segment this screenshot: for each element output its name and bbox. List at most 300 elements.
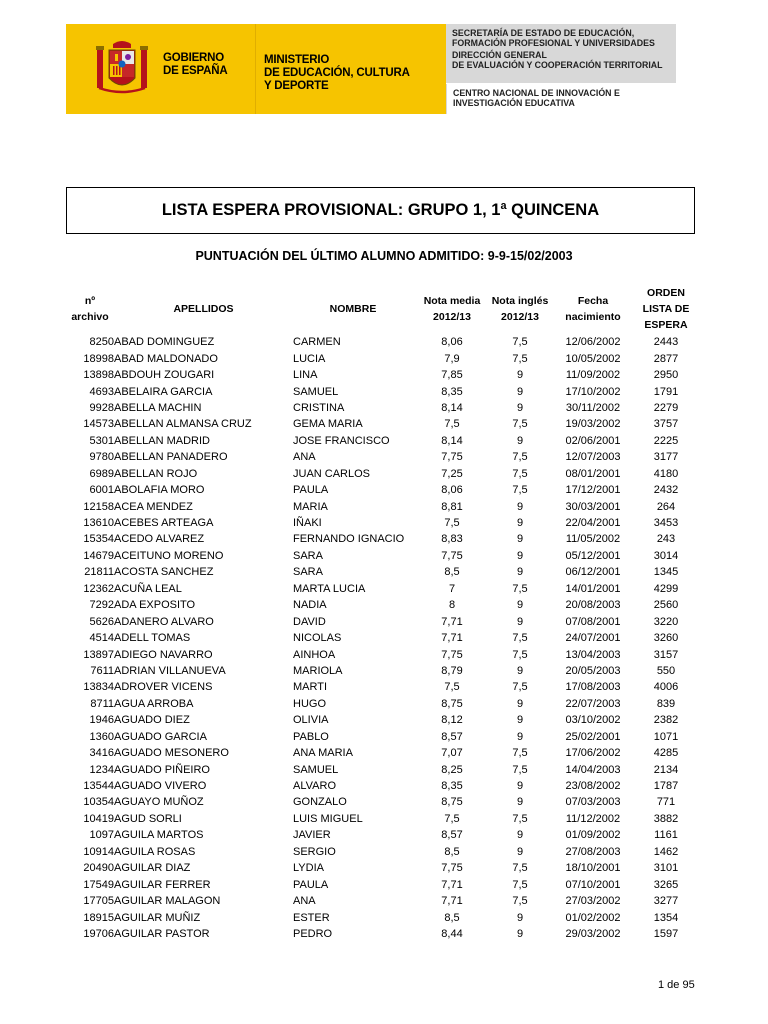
cell-nombre: CARMEN (293, 336, 341, 349)
cell-orden: 4006 (653, 681, 679, 694)
cell-nombre: PAULA (293, 484, 329, 497)
cell-nota-media: 8,25 (441, 763, 463, 776)
cell-nota-media: 8,79 (441, 664, 463, 677)
table-row (66, 876, 695, 892)
coat-of-arms-icon (93, 38, 151, 98)
table-row (66, 515, 695, 531)
cell-orden: 1071 (653, 730, 679, 743)
cell-archivo: 5301 (89, 434, 114, 447)
cell-nota-ingles: 7,5 (512, 582, 528, 595)
table-row (66, 367, 695, 383)
cell-apellidos: AGUILA ROSAS (114, 845, 196, 858)
cell-nota-ingles: 9 (516, 385, 524, 398)
cell-nota-ingles: 9 (516, 401, 524, 414)
cell-nota-media: 8,5 (444, 566, 460, 579)
cell-apellidos: AGUD SORLI (114, 812, 182, 825)
cell-apellidos: AGUADO VIVERO (114, 780, 207, 793)
cell-nota-media: 7,75 (441, 451, 463, 464)
cell-fecha: 30/11/2002 (565, 401, 621, 414)
cell-fecha: 01/09/2002 (565, 829, 621, 842)
cell-nombre: ANA MARIA (293, 747, 353, 760)
col-orden: ORDEN LISTA DE ESPERA (642, 287, 690, 331)
cell-apellidos: ADROVER VICENS (114, 681, 213, 694)
cell-nota-ingles: 7,5 (512, 878, 528, 891)
cell-fecha: 02/06/2001 (565, 434, 621, 447)
cell-archivo: 6989 (89, 467, 114, 480)
cell-nombre: OLIVIA (293, 714, 329, 727)
cell-apellidos: AGUAYO MUÑOZ (114, 796, 204, 809)
cell-orden: 2950 (653, 369, 679, 382)
cell-fecha: 24/07/2001 (565, 632, 621, 645)
cell-nombre: FERNANDO IGNACIO (293, 533, 405, 546)
cell-archivo: 1234 (89, 763, 114, 776)
cell-nombre: CRISTINA (293, 401, 345, 414)
cell-nota-media: 8,35 (441, 780, 463, 793)
cell-orden: 3757 (653, 418, 679, 431)
cell-apellidos: AGUILAR PASTOR (114, 927, 210, 940)
secretaria-label: SECRETARÍA DE ESTADO DE EDUCACIÓN, FORMACIÓN PROFESIONAL Y UNIVERSIDADES DIRECCIÓN GENERAL DE EVALUACIÓN Y COOPERACIÓN TERRITORIAL (446, 24, 676, 83)
cell-nota-media: 7,5 (444, 517, 460, 530)
cell-orden: 4285 (653, 747, 679, 760)
cell-fecha: 03/10/2002 (565, 714, 621, 727)
cell-orden: 1597 (653, 927, 679, 940)
page-title-text: LISTA ESPERA PROVISIONAL: GRUPO 1, 1ª QUINCENA (161, 201, 600, 219)
table-row (66, 860, 695, 876)
cell-orden: 3220 (653, 615, 679, 628)
cell-nota-ingles: 9 (516, 566, 524, 579)
cell-nombre: DAVID (293, 615, 326, 628)
cell-nota-media: 7,71 (441, 632, 463, 645)
cell-orden: 771 (656, 796, 676, 809)
cell-nota-ingles: 7,5 (512, 812, 528, 825)
table-row (66, 613, 695, 629)
cell-fecha: 25/02/2001 (565, 730, 621, 743)
cell-fecha: 07/10/2001 (565, 878, 621, 891)
cell-fecha: 06/12/2001 (565, 566, 621, 579)
cell-archivo: 13897 (83, 648, 114, 661)
cell-nota-media: 8,5 (444, 911, 460, 924)
cell-fecha: 22/07/2003 (565, 697, 621, 710)
table-row (66, 663, 695, 679)
cell-nombre: LUIS MIGUEL (293, 812, 363, 825)
cell-apellidos: ABELLAN MADRID (114, 434, 210, 447)
cell-nota-media: 7,5 (444, 812, 460, 825)
cell-fecha: 27/03/2002 (565, 895, 621, 908)
cell-apellidos: ACUÑA LEAL (114, 582, 182, 595)
cell-nota-ingles: 9 (516, 369, 524, 382)
cell-fecha: 14/01/2001 (565, 582, 621, 595)
cell-nota-media: 8,06 (441, 484, 463, 497)
cell-nombre: LUCIA (293, 352, 326, 365)
cell-nota-ingles: 7,5 (512, 484, 528, 497)
cell-fecha: 05/12/2001 (565, 549, 621, 562)
cell-apellidos: ADA EXPOSITO (114, 599, 196, 612)
cell-nota-ingles: 9 (516, 533, 524, 546)
cell-nombre: PAULA (293, 878, 329, 891)
cell-nota-ingles: 7,5 (512, 747, 528, 760)
cell-nota-media: 7,5 (444, 418, 460, 431)
cell-nota-media: 8,35 (441, 385, 463, 398)
table-row (66, 761, 695, 777)
cell-apellidos: AGUILAR MUÑIZ (114, 911, 201, 924)
page-title (66, 187, 695, 234)
table-row (66, 548, 695, 564)
cell-fecha: 17/06/2002 (565, 747, 621, 760)
table-row (66, 498, 695, 514)
cell-nombre: JUAN CARLOS (293, 467, 371, 480)
cell-nombre: GEMA MARIA (293, 418, 363, 431)
cell-fecha: 30/03/2001 (565, 500, 621, 513)
cell-apellidos: ABELLAN ALMANSA CRUZ (114, 418, 252, 431)
cell-archivo: 21811 (84, 566, 114, 579)
cell-orden: 3277 (653, 895, 679, 908)
cell-archivo: 14679 (83, 549, 114, 562)
cell-nota-ingles: 9 (516, 714, 524, 727)
cell-fecha: 07/08/2001 (565, 615, 621, 628)
table-row (66, 581, 695, 597)
cell-orden: 1161 (654, 829, 678, 842)
cell-orden: 3014 (653, 549, 679, 562)
cell-nota-ingles: 9 (516, 664, 524, 677)
cell-archivo: 1946 (89, 714, 114, 727)
cell-orden: 2382 (653, 714, 679, 727)
cell-nombre: JOSE FRANCISCO (293, 434, 390, 447)
cell-nota-ingles: 9 (516, 829, 524, 842)
cell-orden: 1354 (653, 911, 679, 924)
table-row (66, 646, 695, 662)
cell-nombre: GONZALO (293, 796, 347, 809)
waiting-list-table (66, 284, 695, 942)
table-row (66, 729, 695, 745)
cell-nota-ingles: 9 (516, 500, 524, 513)
cell-nota-ingles: 9 (516, 549, 524, 562)
cell-orden: 839 (656, 697, 676, 710)
cell-fecha: 11/05/2002 (565, 533, 621, 546)
cell-orden: 4299 (653, 582, 679, 595)
cell-apellidos: AGUILAR FERRER (114, 878, 211, 891)
cell-apellidos: AGUADO GARCIA (114, 730, 207, 743)
cell-nota-ingles: 9 (516, 796, 524, 809)
cell-apellidos: AGUADO MESONERO (114, 747, 229, 760)
table-row (66, 712, 695, 728)
table-row (66, 416, 695, 432)
table-row (66, 811, 695, 827)
cell-nota-ingles: 7,5 (512, 352, 528, 365)
cell-apellidos: ACEDO ALVAREZ (114, 533, 205, 546)
cell-nota-media: 7,75 (441, 862, 463, 875)
table-body (66, 334, 695, 942)
cell-nombre: AINHOA (293, 648, 336, 661)
cell-orden: 1462 (653, 845, 679, 858)
cell-apellidos: AGUADO PIÑEIRO (114, 763, 210, 776)
cell-nota-ingles: 7,5 (512, 336, 528, 349)
cell-archivo: 7292 (89, 599, 114, 612)
table-row (66, 564, 695, 580)
cell-nota-ingles: 9 (516, 434, 524, 447)
cell-archivo: 4693 (89, 385, 114, 398)
cell-nombre: SAMUEL (293, 385, 339, 398)
cell-nota-media: 7,71 (441, 895, 463, 908)
cell-archivo: 19706 (83, 927, 114, 940)
header-divider (255, 24, 256, 114)
cell-archivo: 13610 (83, 517, 114, 530)
cell-nota-ingles: 7,5 (512, 632, 528, 645)
page-number: 1 de 95 (658, 979, 695, 991)
cell-nombre: ANA (293, 451, 316, 464)
cell-apellidos: ACOSTA SANCHEZ (114, 566, 214, 579)
cell-nombre: PEDRO (293, 927, 333, 940)
cell-orden: 3453 (653, 517, 679, 530)
cell-apellidos: ACEBES ARTEAGA (114, 517, 214, 530)
cell-nota-ingles: 9 (516, 780, 524, 793)
cell-nota-media: 8,75 (441, 796, 463, 809)
cell-nota-media: 8,81 (441, 500, 463, 513)
cell-orden: 2225 (653, 434, 679, 447)
cell-fecha: 23/08/2002 (565, 780, 621, 793)
cell-orden: 1787 (653, 780, 679, 793)
cell-nombre: MARTI (293, 681, 328, 694)
cell-nota-media: 7 (448, 582, 456, 595)
col-fecha: Fecha nacimiento (565, 295, 621, 323)
cell-archivo: 10354 (83, 796, 114, 809)
cell-nota-ingles: 7,5 (512, 862, 528, 875)
cell-nombre: SERGIO (293, 845, 336, 858)
cell-orden: 264 (656, 500, 676, 513)
cell-fecha: 12/06/2002 (565, 336, 621, 349)
cell-nota-ingles: 7,5 (512, 451, 528, 464)
cell-fecha: 22/04/2001 (565, 517, 621, 530)
cell-orden: 2432 (653, 484, 679, 497)
cell-nombre: HUGO (293, 697, 326, 710)
cell-apellidos: AGUILAR MALAGON (114, 895, 221, 908)
cell-archivo: 5626 (89, 615, 114, 628)
cell-archivo: 14573 (83, 418, 114, 431)
cell-nota-media: 8,57 (441, 730, 463, 743)
cell-archivo: 8250 (89, 336, 114, 349)
cell-fecha: 29/03/2002 (565, 927, 621, 940)
cell-nombre: LYDIA (293, 862, 324, 875)
cell-nota-media: 8,5 (444, 845, 460, 858)
table-row (66, 466, 695, 482)
cell-apellidos: AGUILAR DIAZ (114, 862, 191, 875)
cell-nota-ingles: 7,5 (512, 418, 528, 431)
cell-orden: 1345 (653, 566, 679, 579)
cell-nota-media: 7,71 (441, 878, 463, 891)
cell-apellidos: ABDOUH ZOUGARI (114, 369, 215, 382)
table-row (66, 745, 695, 761)
cell-nota-ingles: 7,5 (512, 648, 528, 661)
col-apellidos: APELLIDOS (173, 303, 234, 315)
cell-orden: 243 (656, 533, 676, 546)
cell-fecha: 17/08/2003 (565, 681, 621, 694)
table-row (66, 482, 695, 498)
cell-nota-ingles: 7,5 (512, 467, 528, 480)
cell-archivo: 1097 (89, 829, 114, 842)
cell-nota-media: 8,75 (441, 697, 463, 710)
cell-nombre: ANA (293, 895, 316, 908)
cell-nota-ingles: 9 (516, 615, 524, 628)
cell-archivo: 13544 (83, 780, 114, 793)
cell-orden: 3157 (653, 648, 679, 661)
cell-archivo: 9780 (89, 451, 114, 464)
centro-label: CENTRO NACIONAL DE INNOVACIÓN E INVESTIGACIÓN EDUCATIVA (446, 84, 676, 114)
cell-orden: 3177 (653, 451, 679, 464)
col-nombre: NOMBRE (329, 303, 377, 315)
cell-archivo: 1360 (89, 730, 114, 743)
table-row (66, 597, 695, 613)
cell-fecha: 11/12/2002 (565, 812, 621, 825)
cell-orden: 2443 (653, 336, 679, 349)
cell-archivo: 10419 (83, 812, 114, 825)
cell-apellidos: AGUADO DIEZ (114, 714, 190, 727)
last-admitted-score: PUNTUACIÓN DEL ÚLTIMO ALUMNO ADMITIDO: 9-9-15/02/2003 (195, 249, 573, 263)
cell-fecha: 20/05/2003 (565, 664, 621, 677)
cell-archivo: 18998 (83, 352, 114, 365)
cell-orden: 2279 (653, 401, 679, 414)
cell-archivo: 3416 (89, 747, 114, 760)
table-row (66, 400, 695, 416)
cell-orden: 4180 (653, 467, 679, 480)
cell-nota-ingles: 7,5 (512, 763, 528, 776)
table-row (66, 383, 695, 399)
cell-archivo: 17705 (83, 895, 114, 908)
cell-nota-media: 8,06 (441, 336, 463, 349)
col-nota-media: Nota media 2012/13 (423, 295, 481, 323)
cell-nota-ingles: 7,5 (512, 895, 528, 908)
cell-nombre: SARA (293, 566, 323, 579)
cell-apellidos: ADANERO ALVARO (114, 615, 214, 628)
cell-archivo: 13834 (83, 681, 114, 694)
cell-apellidos: ABELLAN ROJO (114, 467, 198, 480)
table-row (66, 531, 695, 547)
table-row (66, 433, 695, 449)
cell-archivo: 4514 (89, 632, 114, 645)
cell-apellidos: ABAD DOMINGUEZ (114, 336, 215, 349)
cell-nota-ingles: 9 (516, 517, 524, 530)
cell-nota-media: 7,25 (441, 467, 463, 480)
table-row (66, 449, 695, 465)
cell-orden: 3265 (653, 878, 679, 891)
cell-nombre: PABLO (293, 730, 329, 743)
cell-fecha: 10/05/2002 (565, 352, 621, 365)
cell-orden: 2560 (653, 599, 679, 612)
cell-nota-media: 7,75 (441, 648, 463, 661)
cell-fecha: 11/09/2002 (565, 369, 621, 382)
cell-archivo: 8711 (90, 697, 114, 710)
table-row (66, 334, 695, 350)
cell-nota-media: 7,71 (441, 615, 463, 628)
table-row (66, 909, 695, 925)
cell-archivo: 10914 (83, 845, 114, 858)
cell-archivo: 12362 (83, 582, 114, 595)
cell-nota-ingles: 9 (516, 927, 524, 940)
cell-archivo: 15354 (83, 533, 114, 546)
cell-fecha: 07/03/2003 (565, 796, 621, 809)
table-row (66, 794, 695, 810)
cell-fecha: 14/04/2003 (565, 763, 621, 776)
cell-apellidos: ADELL TOMAS (114, 632, 191, 645)
cell-apellidos: AGUILA MARTOS (114, 829, 204, 842)
cell-nombre: JAVIER (293, 829, 331, 842)
cell-nota-ingles: 9 (516, 845, 524, 858)
cell-nombre: ESTER (293, 911, 330, 924)
cell-nota-media: 8 (448, 599, 456, 612)
table-row (66, 926, 695, 942)
cell-archivo: 17549 (83, 878, 114, 891)
cell-nota-media: 7,85 (441, 369, 463, 382)
cell-apellidos: ABOLAFIA MORO (114, 484, 205, 497)
cell-nota-ingles: 7,5 (512, 681, 528, 694)
cell-archivo: 12158 (83, 500, 114, 513)
cell-orden: 1791 (653, 385, 679, 398)
cell-nombre: MARTA LUCIA (293, 582, 366, 595)
cell-fecha: 17/10/2002 (565, 385, 621, 398)
cell-archivo: 9928 (89, 401, 114, 414)
cell-fecha: 18/10/2001 (565, 862, 621, 875)
cell-nota-media: 7,07 (441, 747, 463, 760)
cell-nombre: SAMUEL (293, 763, 339, 776)
cell-nota-media: 8,44 (441, 927, 463, 940)
table-row (66, 350, 695, 366)
col-archivo: nº archivo (71, 295, 109, 323)
cell-nota-media: 8,14 (441, 401, 463, 414)
cell-nota-media: 7,75 (441, 549, 463, 562)
table-row (66, 827, 695, 843)
cell-orden: 3101 (653, 862, 679, 875)
table-row (66, 679, 695, 695)
table-row (66, 844, 695, 860)
cell-nombre: NADIA (293, 599, 327, 612)
cell-nombre: SARA (293, 549, 323, 562)
cell-nota-ingles: 9 (516, 697, 524, 710)
cell-orden: 3260 (653, 632, 679, 645)
cell-apellidos: ACEA MENDEZ (114, 500, 193, 513)
cell-nombre: LINA (293, 369, 318, 382)
cell-orden: 2134 (653, 763, 679, 776)
cell-nombre: ALVARO (293, 780, 336, 793)
cell-fecha: 17/12/2001 (565, 484, 621, 497)
cell-apellidos: ABAD MALDONADO (114, 352, 218, 365)
gobierno-label: GOBIERNO DE ESPAÑA (163, 52, 228, 77)
table-row (66, 778, 695, 794)
cell-apellidos: ADRIAN VILLANUEVA (114, 664, 226, 677)
cell-apellidos: ABELAIRA GARCIA (114, 385, 213, 398)
cell-fecha: 12/07/2003 (565, 451, 621, 464)
cell-orden: 550 (656, 664, 676, 677)
cell-nota-media: 7,5 (444, 681, 460, 694)
table-header-row (66, 284, 695, 334)
cell-fecha: 27/08/2003 (565, 845, 621, 858)
cell-nota-media: 8,14 (441, 434, 463, 447)
cell-nota-ingles: 9 (516, 911, 524, 924)
cell-nota-media: 8,83 (441, 533, 463, 546)
cell-orden: 2877 (653, 352, 679, 365)
cell-nota-ingles: 9 (516, 599, 524, 612)
cell-nota-media: 8,57 (441, 829, 463, 842)
cell-nombre: NICOLAS (293, 632, 342, 645)
col-nota-ingles: Nota inglés 2012/13 (491, 295, 549, 323)
cell-nombre: MARIA (293, 500, 328, 513)
cell-apellidos: ADIEGO NAVARRO (114, 648, 213, 661)
table-row (66, 696, 695, 712)
cell-fecha: 13/04/2003 (565, 648, 621, 661)
cell-archivo: 13898 (83, 369, 114, 382)
table-row (66, 630, 695, 646)
cell-archivo: 20490 (83, 862, 114, 875)
cell-apellidos: ABELLAN PANADERO (114, 451, 228, 464)
cell-archivo: 6001 (89, 484, 114, 497)
cell-nota-ingles: 9 (516, 730, 524, 743)
